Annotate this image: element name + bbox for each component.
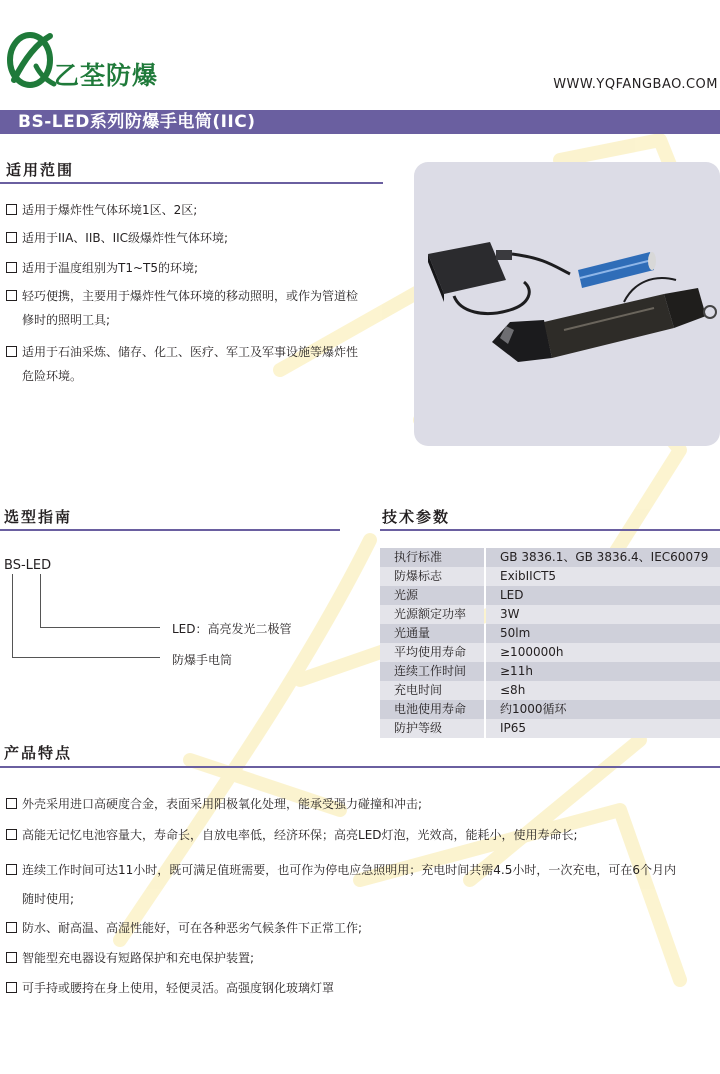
guide-line-led-h [40, 627, 160, 628]
feature-item-text: 智能型充电器设有短路保护和充电保护装置; [22, 951, 255, 965]
application-item-line [6, 308, 386, 332]
logo-icon [6, 30, 58, 88]
spec-row [380, 643, 720, 662]
spec-value: ≥11h [486, 662, 720, 681]
feature-item-text: 随时使用; [22, 892, 75, 906]
spec-row [380, 681, 720, 700]
model-code: BS-LED [4, 558, 52, 573]
checkbox-icon [6, 982, 17, 993]
application-item-text: 适用于温度组别为T1~T5的环境; [22, 261, 199, 275]
guide-line-series-h [12, 657, 160, 658]
feature-item [6, 856, 718, 914]
feature-item-line [6, 914, 718, 943]
application-heading: 适用范围 [6, 161, 75, 179]
spec-key: 平均使用寿命 [380, 643, 484, 662]
guide-label-led: LED：高亮发光二极管 [172, 622, 292, 636]
spec-value: ≥100000h [486, 643, 720, 662]
spec-row [380, 605, 720, 624]
page-title: BS-LED系列防爆手电筒(IIC) [18, 112, 256, 132]
features-divider [0, 766, 720, 768]
feature-item-line [6, 885, 718, 914]
spec-table [380, 548, 720, 738]
checkbox-icon [6, 952, 17, 963]
feature-item-text: 连续工作时间可达11小时，既可满足值班需要，也可作为停电应急照明用；充电时间共需4.5小时，一次充电，可在6个月内 [22, 863, 676, 877]
spec-row [380, 719, 720, 738]
application-item-text: 轻巧便携，主要用于爆炸性气体环境的移动照明，或作为管道检 [22, 289, 359, 303]
feature-item-line [6, 790, 718, 819]
selection-divider [0, 529, 340, 531]
application-item-text: 适用于爆炸性气体环境1区、2区; [22, 203, 198, 217]
spec-key: 执行标准 [380, 548, 484, 567]
feature-item [6, 821, 718, 850]
application-item [6, 256, 386, 280]
spec-value: 约1000循环 [486, 700, 720, 719]
specs-divider [380, 529, 720, 531]
specs-heading: 技术参数 [382, 508, 451, 526]
spec-key: 防护等级 [380, 719, 484, 738]
application-item-line [6, 340, 386, 364]
guide-label-series: 防爆手电筒 [172, 653, 233, 667]
checkbox-icon [6, 232, 17, 243]
guide-line-led-v [40, 574, 41, 628]
application-item-text: 适用于IIA、IIB、IIC级爆炸性气体环境; [22, 231, 229, 245]
feature-item-text: 可手持或腰挎在身上使用，轻便灵活。高强度钢化玻璃灯罩 [22, 981, 335, 995]
application-item-line [6, 256, 386, 280]
application-item-line [6, 364, 386, 388]
feature-item [6, 974, 718, 1003]
checkbox-icon [6, 290, 17, 301]
feature-item-text: 高能无记忆电池容量大，寿命长，自放电率低，经济环保；高亮LED灯泡，光效高，能耗小，使用寿命长; [22, 828, 578, 842]
features-heading: 产品特点 [4, 744, 73, 762]
spec-key: 光通量 [380, 624, 484, 643]
flashlight-icon [492, 278, 716, 362]
application-divider [0, 182, 383, 184]
application-item-text: 修时的照明工具; [22, 313, 111, 327]
spec-row [380, 624, 720, 643]
website-url[interactable]: WWW.YQFANGBAO.COM [553, 77, 718, 92]
feature-item [6, 914, 718, 943]
application-item-line [6, 198, 386, 222]
checkbox-icon [6, 922, 17, 933]
charger-icon [428, 242, 570, 314]
application-item-text: 危险环境。 [22, 369, 83, 383]
checkbox-icon [6, 829, 17, 840]
feature-item-line [6, 944, 718, 973]
flashlight-kit-illustration [414, 162, 720, 446]
spec-key: 连续工作时间 [380, 662, 484, 681]
checkbox-icon [6, 262, 17, 273]
spec-key: 防爆标志 [380, 567, 484, 586]
spec-value: IP65 [486, 719, 720, 738]
application-item [6, 198, 386, 222]
feature-item [6, 944, 718, 973]
application-item-text: 适用于石油采炼、储存、化工、医疗、军工及军事设施等爆炸性 [22, 345, 359, 359]
spec-value: 3W [486, 605, 720, 624]
spec-row [380, 700, 720, 719]
spec-value: LED [486, 586, 720, 605]
spec-value: ExibIICT5 [486, 567, 720, 586]
product-photo [414, 162, 720, 446]
spec-key: 电池使用寿命 [380, 700, 484, 719]
selection-heading: 选型指南 [4, 508, 73, 526]
application-item-line [6, 284, 386, 308]
feature-item-text: 外壳采用进口高硬度合金，表面采用阳极氧化处理，能承受强力碰撞和冲击; [22, 797, 423, 811]
spec-value: ≤8h [486, 681, 720, 700]
application-item-line [6, 226, 386, 250]
spec-key: 光源 [380, 586, 484, 605]
spec-row [380, 586, 720, 605]
spec-row [380, 567, 720, 586]
spec-key: 光源额定功率 [380, 605, 484, 624]
feature-item [6, 790, 718, 819]
application-item [6, 284, 386, 332]
spec-row [380, 548, 720, 567]
brand-name: 乙荃防爆 [54, 61, 159, 90]
checkbox-icon [6, 864, 17, 875]
feature-item-line [6, 974, 718, 1003]
feature-item-line [6, 821, 718, 850]
feature-item-line [6, 856, 718, 885]
feature-item-text: 防水、耐高温、高湿性能好，可在各种恶劣气候条件下正常工作; [22, 921, 363, 935]
application-item [6, 340, 386, 388]
spec-key: 充电时间 [380, 681, 484, 700]
application-item [6, 226, 386, 250]
checkbox-icon [6, 204, 17, 215]
spec-value: 50lm [486, 624, 720, 643]
checkbox-icon [6, 346, 17, 357]
guide-line-series-v [12, 574, 13, 658]
spec-value: GB 3836.1、GB 3836.4、IEC60079 [486, 548, 720, 567]
spec-row [380, 662, 720, 681]
checkbox-icon [6, 798, 17, 809]
